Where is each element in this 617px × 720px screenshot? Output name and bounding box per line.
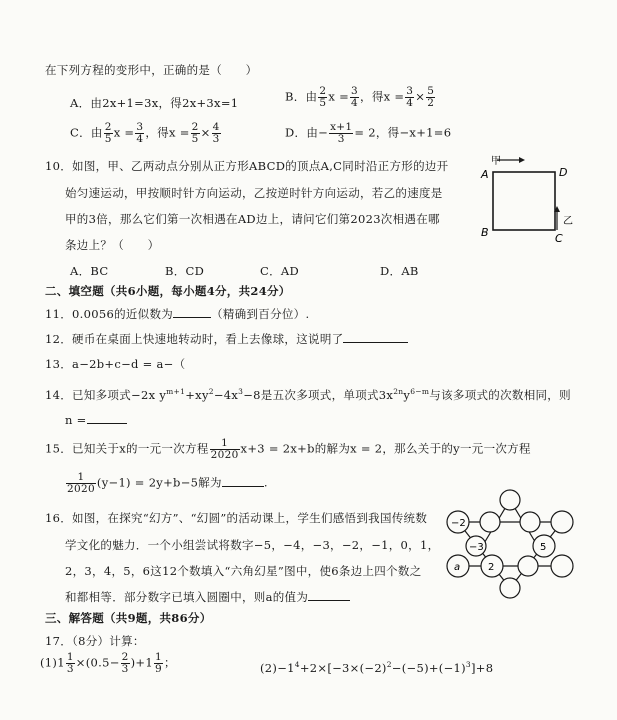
q17-expr-1: (1)1 $\frac{1}{3}$ ×(0.5− $\frac{2}{3}$ )+1 $\frac{1}{9}$ ； — [40, 651, 176, 676]
q15-line-1: 15．已知关于x的一元一次方程 $\frac{1}{2020}$ x+3 = 2x+b的解为x = 2，那么关于的y一元一次方程 — [45, 437, 531, 462]
fraction: $\frac{3}{4}$ — [351, 85, 359, 110]
fraction: $\frac{3}{4}$ — [406, 85, 414, 110]
q14-line-1: 14．已知多项式−2x $y^{m+1}+xy^2-4x^3-8$是五次多项式，单项式$3x^{2n}y^{6-m}$与该多项式的次数相同，则 — [45, 387, 571, 402]
q17-title: 17．（8分）计算： — [45, 634, 145, 648]
vertex-c-label: C — [555, 232, 563, 245]
fraction: $\frac{1}{2020}$ — [210, 437, 239, 462]
fraction: $\frac{5}{2}$ — [427, 85, 435, 110]
q13: 13．a−2b+c−d = a−（ — [45, 357, 186, 371]
q17-expr-2: $(2)-1^4+2\times[-3\times(-2)^2-(-5)+(-1)^3]+8$ — [260, 660, 494, 675]
circle-value: −2 — [451, 518, 466, 529]
q9-stem: 在下列方程的变形中，正确的是（ ） — [45, 63, 258, 77]
fraction: $\frac{3}{4}$ — [136, 121, 144, 146]
fraction: $\frac{1}{2020}$ — [67, 471, 95, 496]
q15-line-2: $\frac{1}{2020}$ (y−1) = 2y+b−5解为 . — [67, 471, 268, 496]
vertex-d-label: D — [559, 166, 568, 179]
q12: 12．硬币在桌面上快速地转动时，看上去像球，这说明了 — [45, 331, 408, 347]
q11: 11．0.0056的近似数为 （精确到百分位）. — [45, 307, 310, 321]
fraction: $\frac{1}{9}$ — [154, 651, 162, 676]
fraction: $\frac{2}{5}$ — [104, 121, 112, 146]
fraction: $\frac{2}{5}$ — [319, 85, 327, 110]
q16-line-1: 16．如图，在探究“幻方”、“幻圆”的活动课上，学生们感悟到我国传统数 — [45, 511, 428, 525]
q10-line-4: 条边上？（ ） — [65, 238, 160, 252]
fraction: $\frac{x+1}{3}$ — [330, 121, 353, 146]
q16-line-2: 学文化的魅力．一个小组尝试将数字−5，−4，−3，−2，−1，0，1， — [65, 538, 440, 552]
vertex-b-label: B — [481, 226, 489, 239]
hexagram-figure — [440, 488, 580, 600]
q10-option-d: D．AB — [380, 264, 419, 278]
q10-option-c: C．AD — [260, 264, 300, 278]
q10-line-2: 始匀速运动，甲按顺时针方向运动，乙按逆时针方向运动，若乙的速度是 — [65, 186, 443, 200]
q9-option-c: C．由 $\frac{2}{5}$ x = $\frac{3}{4}$ ，得x = $\frac{2}{5}$ × $\frac{4}{3}$ — [70, 121, 220, 146]
fraction: $\frac{2}{3}$ — [121, 651, 129, 676]
q16-line-4: 和都相等．部分数字已填入圆圈中，则a的值为 — [65, 589, 350, 605]
q14-line-2: n = — [65, 413, 127, 427]
fraction: $\frac{4}{3}$ — [212, 121, 220, 146]
jia-label: 甲 — [491, 156, 501, 167]
square-figure — [475, 150, 585, 245]
q9-option-d: D．由− $\frac{x+1}{3}$ = 2，得−x+1=6 — [285, 121, 452, 146]
yi-label: 乙 — [563, 216, 573, 227]
q10-option-a: A．BC — [70, 264, 109, 278]
circle-value: a — [454, 562, 461, 573]
q9-option-a: A．由2x+1=3x，得2x+3x=1 — [70, 96, 239, 110]
circle-value: 5 — [540, 542, 547, 553]
section-2-title: 二、填空题（共6小题，每小题4分，共24分） — [45, 284, 291, 298]
fraction: $\frac{2}{5}$ — [191, 121, 199, 146]
circle-value: 2 — [488, 562, 495, 573]
vertex-a-label: A — [481, 168, 489, 181]
section-3-title: 三、解答题（共9题，共86分） — [45, 611, 212, 625]
q10-option-b: B．CD — [165, 264, 205, 278]
circle-value: −3 — [469, 542, 484, 553]
fraction: $\frac{1}{3}$ — [66, 651, 74, 676]
q9-option-b: B．由 $\frac{2}{5}$ x = $\frac{3}{4}$ ，得x = $\frac{3}{4}$ × $\frac{5}{2}$ — [285, 85, 435, 110]
q10-line-3: 甲的3倍，那么它们第一次相遇在AD边上，请问它们第2023次相遇在哪 — [65, 212, 440, 226]
q10-line-1: 10．如图，甲、乙两动点分别从正方形ABCD的顶点A,C同时沿正方形的边开 — [45, 159, 449, 173]
q16-line-3: 2，3，4，5，6这12个数填入“六角幻星”图中，使6条边上四个数之 — [65, 564, 422, 578]
